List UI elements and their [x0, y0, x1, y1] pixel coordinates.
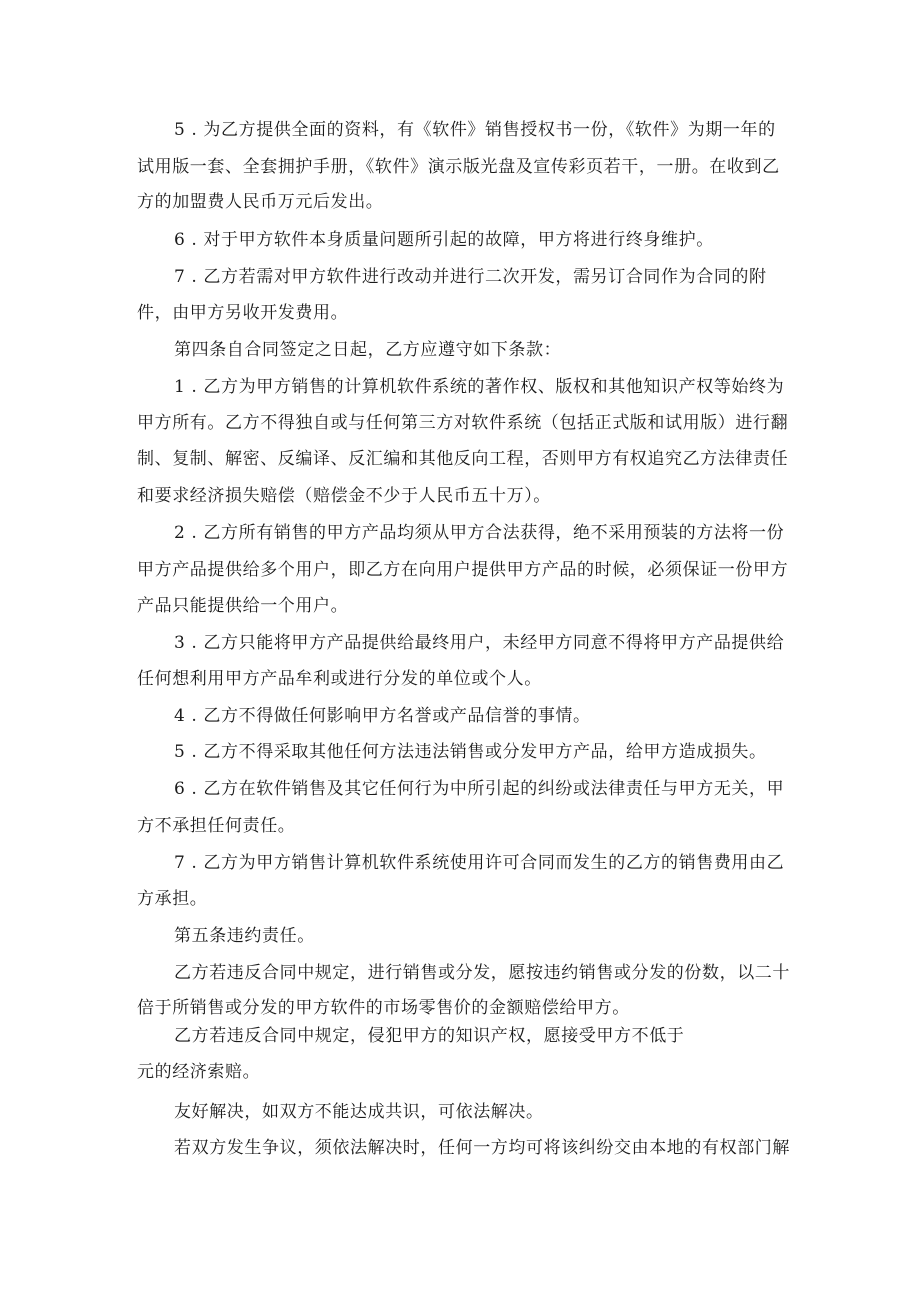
text-line: 产品只能提供给一个用户。 — [137, 596, 349, 616]
text-line: 友好解决，如双方不能达成共识，可依法解决。 — [174, 1102, 544, 1122]
text-line: 7 . 乙方若需对甲方软件进行改动并进行二次开发，需另订合同作为合同的附 — [174, 267, 767, 287]
text-line: 倍于所销售或分发的甲方软件的市场零售价的金额赔偿给甲方。 — [137, 998, 630, 1018]
text-line: 任何想利用甲方产品牟利或进行分发的单位或个人。 — [137, 669, 542, 689]
text-line: 和要求经济损失赔偿（赔偿金不少于人民币五十万）。 — [137, 486, 551, 506]
text-line: 6 . 乙方在软件销售及其它任何行为中所引起的纠纷或法律责任与甲方无关，甲 — [174, 779, 785, 799]
text-line: 甲方产品提供给多个用户，即乙方在向用户提供甲方产品的时候，必须保证一份甲方 — [137, 560, 789, 580]
text-line: 6 . 对于甲方软件本身质量问题所引起的故障，甲方将进行终身维护。 — [174, 230, 714, 250]
text-line: 方的加盟费人民币万元后发出。 — [137, 192, 384, 212]
text-line: 方不承担任何责任。 — [137, 816, 296, 836]
text-line: 第五条违约责任。 — [174, 926, 315, 946]
text-line: 1 . 乙方为甲方销售的计算机软件系统的著作权、版权和其他知识产权等始终为 — [174, 377, 785, 397]
text-line: 5 . 乙方不得采取其他任何方法违法销售或分发甲方产品，给甲方造成损失。 — [174, 742, 767, 762]
text-line: 方承担。 — [137, 889, 208, 909]
text-line: 2 . 乙方所有销售的甲方产品均须从甲方合法获得，绝不采用预装的方法将一份 — [174, 523, 785, 543]
text-line: 件，由甲方另收开发费用。 — [137, 303, 349, 323]
text-line: 7 . 乙方为甲方销售计算机软件系统使用许可合同而发生的乙方的销售费用由乙 — [174, 853, 785, 873]
text-line: 3 . 乙方只能将甲方产品提供给最终用户，未经甲方同意不得将甲方产品提供给 — [174, 633, 785, 653]
text-line: 若双方发生争议，须依法解决时，任何一方均可将该纠纷交由本地的有权部门解 — [174, 1138, 790, 1158]
text-line: 甲方所有。乙方不得独自或与任何第三方对软件系统（包括正式版和试用版）进行翻 — [137, 413, 789, 433]
text-line: 试用版一套、全套拥护手册，《软件》演示版光盘及宣传彩页若干，一册。在收到乙 — [137, 157, 780, 177]
text-line: 元的经济索赔。 — [137, 1062, 261, 1082]
text-line: 乙方若违反合同中规定，进行销售或分发，愿按违约销售或分发的份数，以二十 — [174, 963, 790, 983]
text-line: 4 . 乙方不得做任何影响甲方名誉或产品信誉的事情。 — [174, 706, 591, 726]
text-line: 5 . 为乙方提供全面的资料，有《软件》销售授权书一份，《软件》为期一年的 — [174, 120, 776, 140]
text-line: 第四条自合同签定之日起，乙方应遵守如下条款： — [174, 340, 562, 360]
text-line: 制、复制、解密、反编译、反汇编和其他反向工程，否则甲方有权追究乙方法律责任 — [137, 449, 789, 469]
text-line: 乙方若违反合同中规定，侵犯甲方的知识产权，愿接受甲方不低于 — [174, 1026, 685, 1046]
